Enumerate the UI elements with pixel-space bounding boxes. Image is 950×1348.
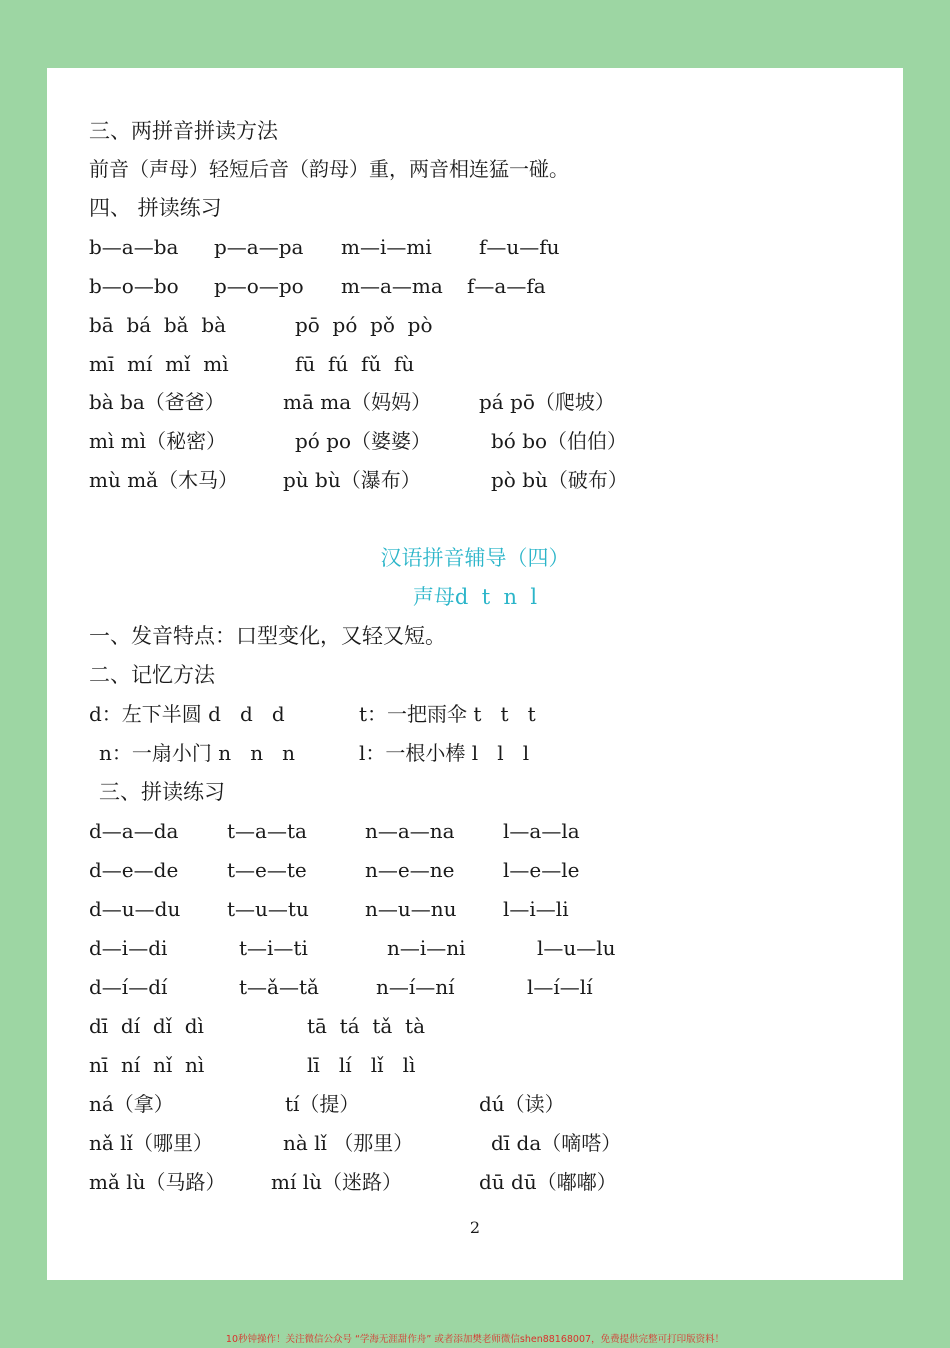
word-cell: mǎ lù（马路） (89, 1170, 226, 1194)
word-cell: dū dū（嘟嘟） (479, 1170, 617, 1194)
word-cell: ná（拿） (89, 1092, 174, 1116)
word-cell: bà ba（爸爸） (89, 390, 225, 414)
part1-heading: 一、发音特点：口型变化，又轻又短。 (89, 624, 446, 648)
practice-cell: p—o—po (214, 274, 304, 298)
word-cell: nà lǐ （那里） (283, 1131, 414, 1155)
tone-cell: pō pó pǒ pò (295, 313, 433, 337)
section3-heading: 三、两拼音拼读方法 (89, 119, 278, 143)
word-cell: dī da（嘀嗒） (491, 1131, 622, 1155)
word-cell: pá pō（爬坡） (479, 390, 615, 414)
word-cell: mí lù（迷路） (271, 1170, 402, 1194)
word-cell: bó bo（伯伯） (491, 429, 628, 453)
memory-cell: n：一扇小门 n n n (99, 741, 296, 765)
word-cell: pò bù（破布） (491, 468, 628, 492)
practice-cell: n—i—ni (387, 936, 466, 960)
practice-cell: d—i—di (89, 936, 168, 960)
practice-cell: l—a—la (503, 819, 580, 843)
practice-cell: f—a—fa (467, 274, 546, 298)
practice-cell: t—u—tu (227, 897, 309, 921)
practice-cell: l—í—lí (527, 975, 593, 999)
practice-cell: d—e—de (89, 858, 179, 882)
word-cell: mì mì（秘密） (89, 429, 227, 453)
memory-cell: l：一根小棒 l l l (359, 741, 530, 765)
practice-cell: n—í—ní (376, 975, 455, 999)
practice-cell: t—ǎ—tǎ (239, 975, 319, 999)
tone-cell: fū fú fǔ fù (295, 352, 415, 376)
tone-cell: bā bá bǎ bà (89, 313, 227, 337)
lesson-subtitle: 声母d t n l (412, 585, 538, 609)
part3-heading: 三、拼读练习 (99, 780, 225, 804)
practice-cell: d—u—du (89, 897, 181, 921)
practice-cell: f—u—fu (479, 235, 560, 259)
section3-rule: 前音（声母）轻短后音（韵母）重，两音相连猛一碰。 (89, 157, 569, 181)
page-number: 2 (469, 1218, 481, 1237)
practice-cell: n—a—na (365, 819, 455, 843)
tone-cell: nī ní nǐ nì (89, 1053, 205, 1077)
tone-cell: dī dí dǐ dì (89, 1014, 204, 1038)
practice-cell: d—a—da (89, 819, 179, 843)
document-page (47, 68, 903, 1280)
practice-cell: l—e—le (503, 858, 580, 882)
lesson-title: 汉语拼音辅导（四） (380, 546, 570, 570)
practice-cell: t—i—ti (239, 936, 308, 960)
word-cell: dú（读） (479, 1092, 565, 1116)
memory-cell: t：一把雨伞 t t t (359, 702, 536, 726)
practice-cell: n—u—nu (365, 897, 457, 921)
tone-cell: tā tá tǎ tà (307, 1014, 425, 1038)
practice-cell: m—i—mi (341, 235, 432, 259)
practice-cell: t—a—ta (227, 819, 307, 843)
practice-cell: t—e—te (227, 858, 307, 882)
practice-cell: p—a—pa (214, 235, 304, 259)
tone-cell: mī mí mǐ mì (89, 352, 229, 376)
word-cell: nǎ lǐ（哪里） (89, 1131, 213, 1155)
practice-cell: l—i—li (503, 897, 569, 921)
practice-cell: n—e—ne (365, 858, 455, 882)
word-cell: mù mǎ（木马） (89, 468, 239, 492)
word-cell: pù bù（瀑布） (283, 468, 421, 492)
word-cell: tí（提） (285, 1092, 360, 1116)
word-cell: pó po（婆婆） (295, 429, 432, 453)
memory-cell: d：左下半圆 d d d (89, 702, 285, 726)
practice-cell: d—í—dí (89, 975, 168, 999)
tone-cell: lī lí lǐ lì (307, 1053, 416, 1077)
section4-heading: 四、 拼读练习 (89, 196, 222, 220)
part2-heading: 二、记忆方法 (89, 663, 215, 687)
practice-cell: b—o—bo (89, 274, 179, 298)
word-cell: mā ma（妈妈） (283, 390, 432, 414)
practice-cell: m—a—ma (341, 274, 443, 298)
promo-footer: 10秒钟操作！关注微信公众号 “学海无涯甜作舟” 或者添加樊老师微信shen88168007，免费提供完整可打印版资料！ (225, 1334, 725, 1345)
practice-cell: l—u—lu (537, 936, 616, 960)
practice-cell: b—a—ba (89, 235, 179, 259)
